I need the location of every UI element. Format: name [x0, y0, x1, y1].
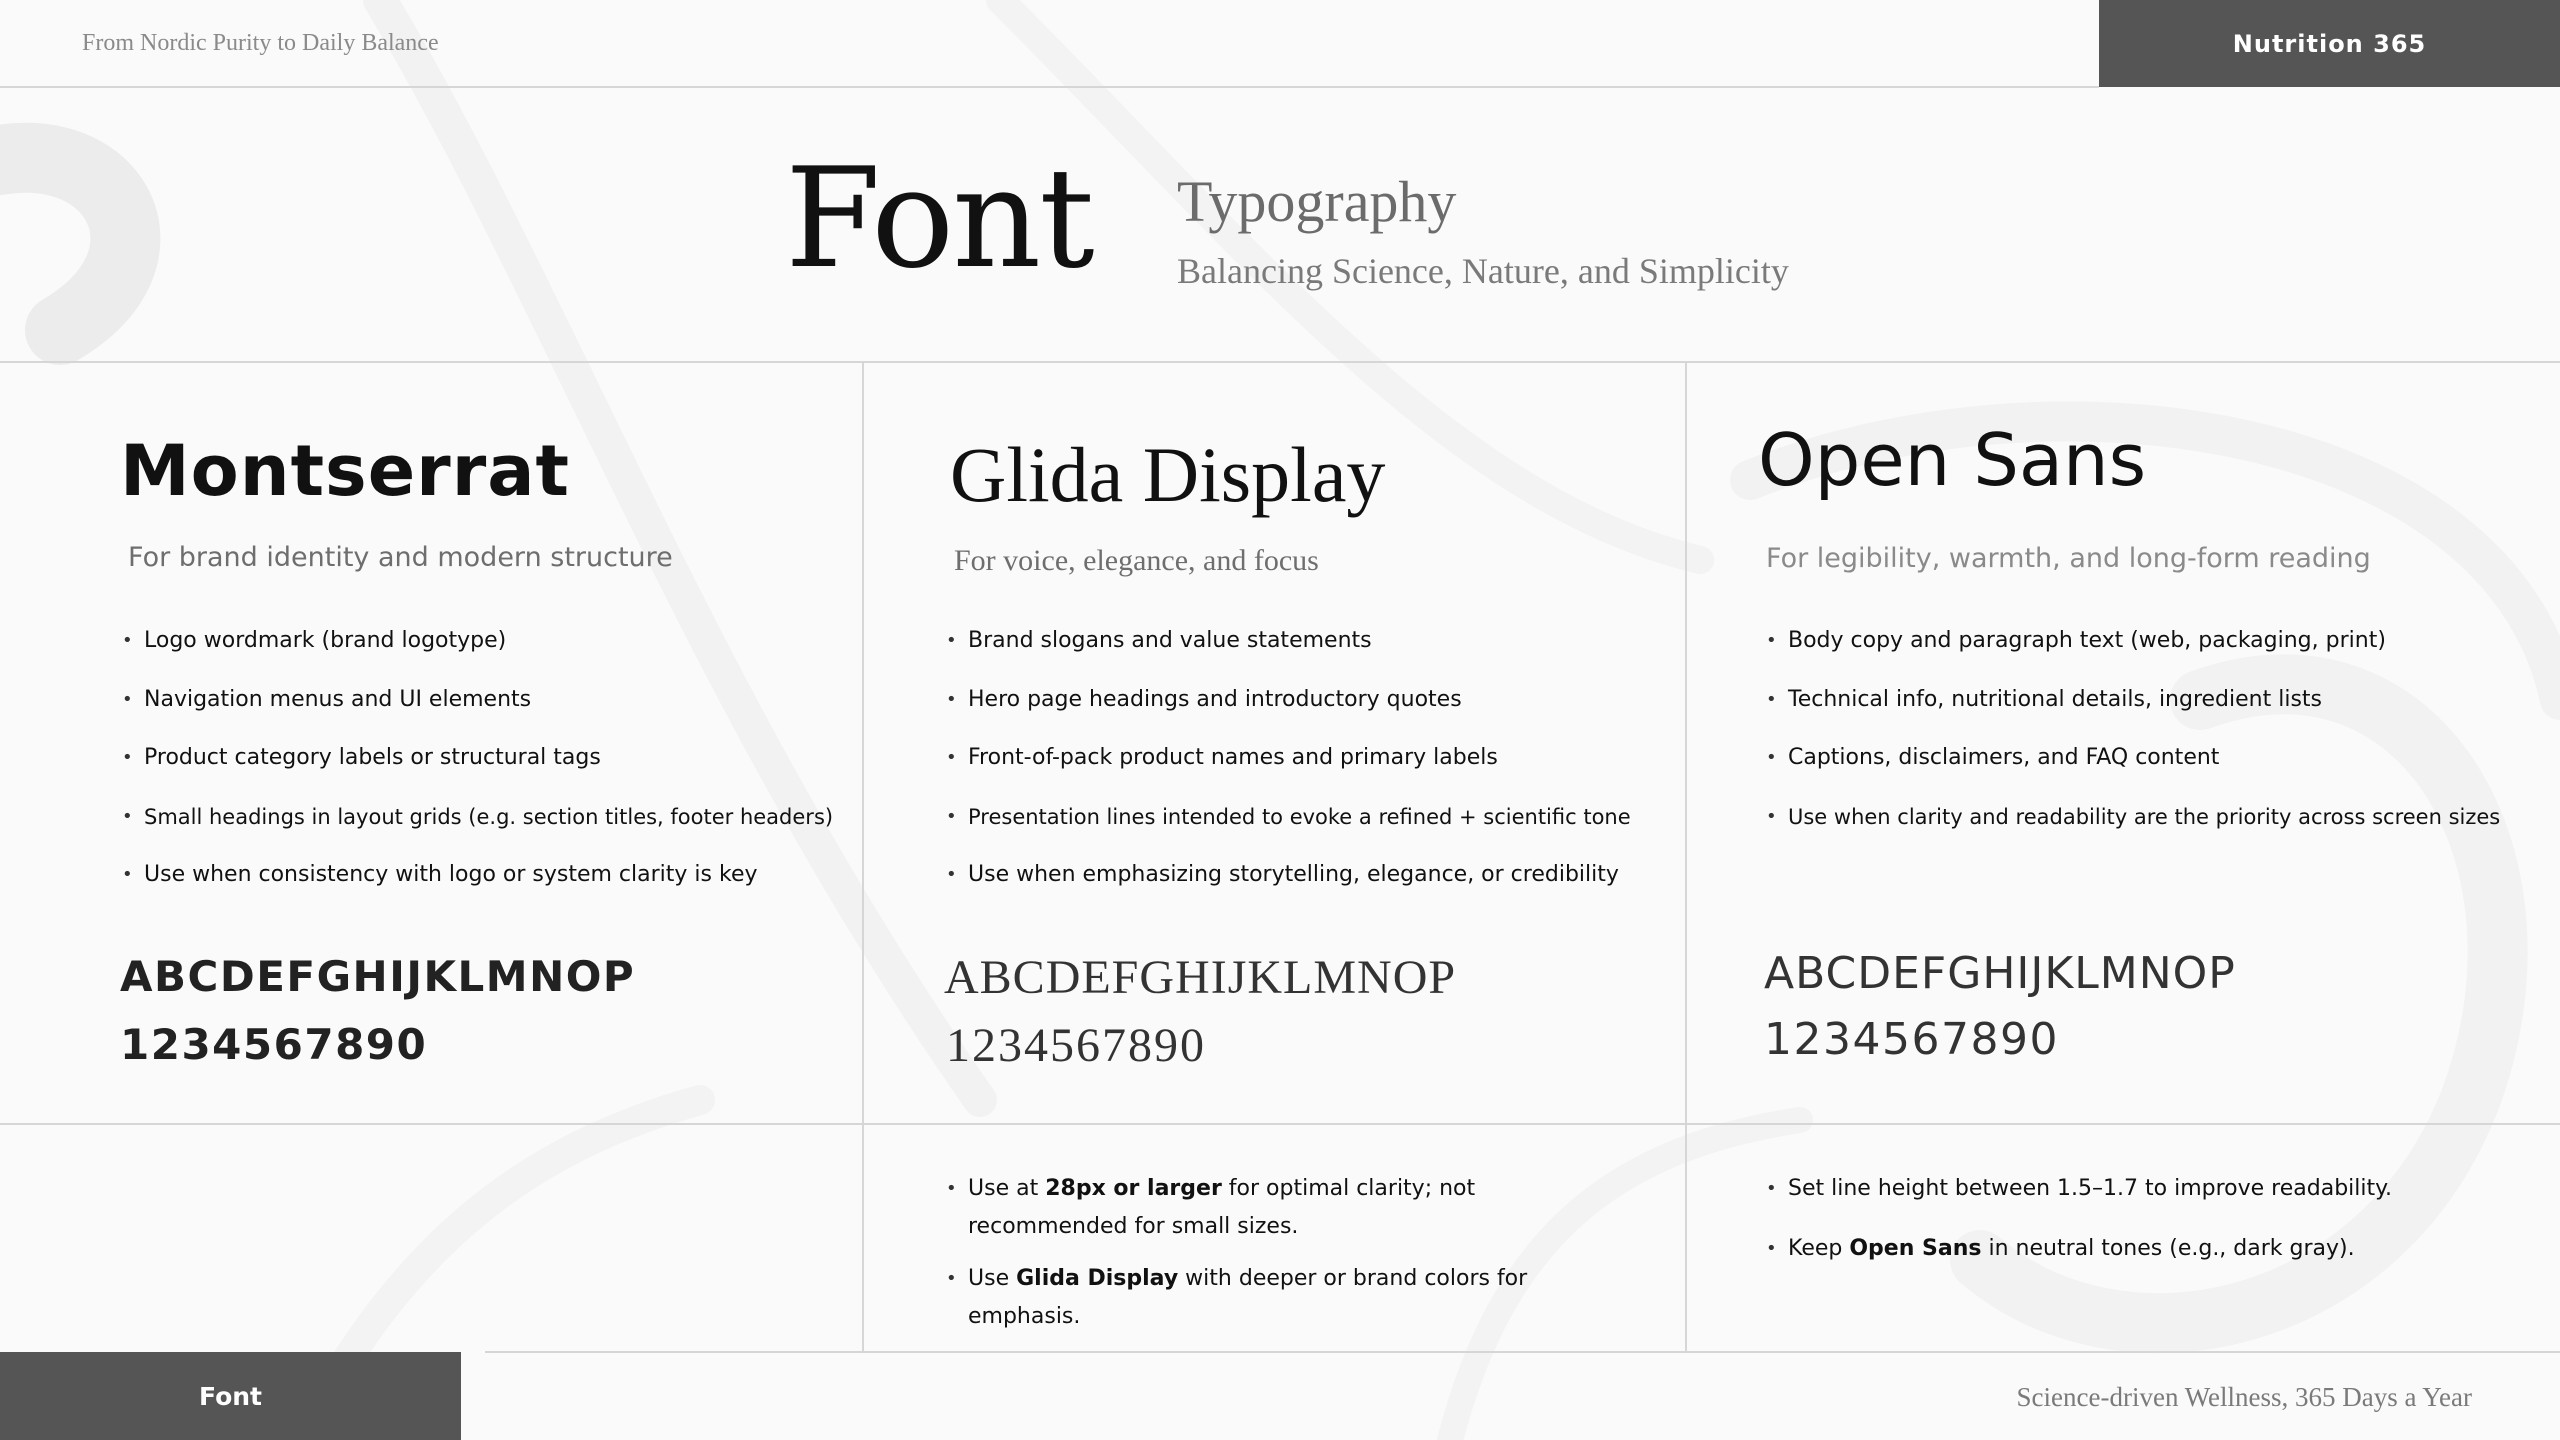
- header-divider: [0, 361, 2560, 363]
- footer-tagline: Science-driven Wellness, 365 Days a Year: [2016, 1382, 2472, 1412]
- usage-list: [122, 612, 833, 905]
- top-divider: [0, 86, 2099, 88]
- list-item: • Technical info, nutritional details, ingredient lists: [1766, 671, 2500, 730]
- note-item: • Use Glida Display with deeper or brand colors for emphasis.: [946, 1260, 1636, 1336]
- page-subtitle: Typography: [1177, 169, 1457, 234]
- font-description: For legibility, warmth, and long-form reading: [1766, 543, 2371, 574]
- specimen-digits: 1234567890: [946, 1019, 1206, 1072]
- specimen-digits: 1234567890: [120, 1020, 428, 1069]
- specimen-letters: ABCDEFGHIJKLMNOP: [944, 951, 1457, 1004]
- note-item: • Set line height between 1.5–1.7 to improve readability.: [1766, 1170, 2506, 1208]
- list-item: • Use when consistency with logo or system clarity is key: [122, 846, 833, 905]
- column-divider-2: [1685, 362, 1687, 1351]
- font-description: For brand identity and modern structure: [128, 542, 673, 573]
- specimen-letters: ABCDEFGHIJKLMNOP: [120, 952, 636, 1001]
- list-item: • Presentation lines intended to evoke a refined + scientific tone: [946, 788, 1631, 847]
- list-item: • Product category labels or structural tags: [122, 729, 833, 788]
- page-subsubtitle: Balancing Science, Nature, and Simplicity: [1177, 251, 1789, 291]
- specimen-digits: 1234567890: [1764, 1014, 2059, 1065]
- font-description: For voice, elegance, and focus: [954, 544, 1319, 577]
- specimen-letters: ABCDEFGHIJKLMNOP: [1764, 948, 2236, 999]
- font-name: Montserrat: [120, 430, 570, 512]
- list-item: • Use when emphasizing storytelling, elegance, or credibility: [946, 846, 1631, 905]
- column-divider-1: [862, 362, 864, 1351]
- list-item: • Body copy and paragraph text (web, packaging, print): [1766, 612, 2500, 671]
- top-tagline: From Nordic Purity to Daily Balance: [82, 30, 439, 56]
- list-item: • Front-of-pack product names and primary labels: [946, 729, 1631, 788]
- font-name: Glida Display: [950, 431, 1386, 518]
- font-name: Open Sans: [1758, 418, 2147, 502]
- usage-notes: [1766, 1170, 2506, 1268]
- list-item: • Small headings in layout grids (e.g. section titles, footer headers): [122, 788, 833, 847]
- usage-notes: [946, 1170, 1636, 1336]
- usage-list: [946, 612, 1631, 905]
- list-item: • Hero page headings and introductory quotes: [946, 671, 1631, 730]
- list-item: • Navigation menus and UI elements: [122, 671, 833, 730]
- list-item: • Captions, disclaimers, and FAQ content: [1766, 729, 2500, 788]
- list-item: • Use when clarity and readability are the priority across screen sizes: [1766, 788, 2500, 847]
- list-item: • Brand slogans and value statements: [946, 612, 1631, 671]
- note-item: • Keep Open Sans in neutral tones (e.g., dark gray).: [1766, 1230, 2506, 1268]
- footer-divider: [485, 1351, 2560, 1353]
- notes-divider: [0, 1123, 2560, 1125]
- footer-section-label: Font: [0, 1352, 461, 1440]
- page-title: Font: [785, 138, 1093, 299]
- list-item: • Logo wordmark (brand logotype): [122, 612, 833, 671]
- usage-list: [1766, 612, 2500, 846]
- brand-badge: Nutrition 365: [2099, 0, 2560, 87]
- note-item: • Use at 28px or larger for optimal clarity; not recommended for small sizes.: [946, 1170, 1636, 1246]
